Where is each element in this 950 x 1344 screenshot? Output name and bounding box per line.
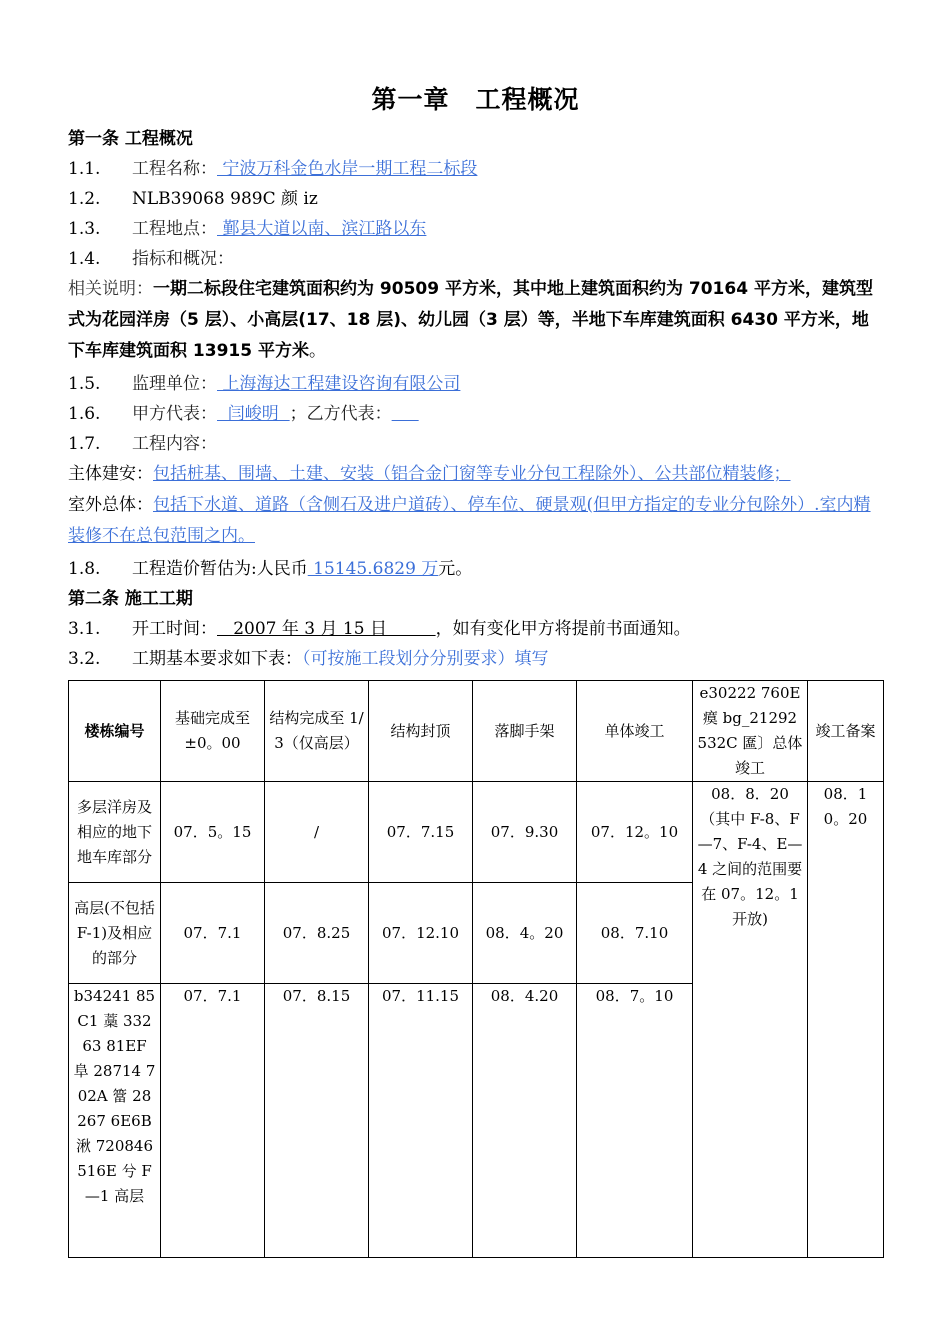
section-heading-schedule: 第二条 施工工期 bbox=[68, 589, 193, 609]
header-structure-third: 结构完成至 1/3（仅高层） bbox=[265, 681, 369, 782]
record-cell: 08．10。20 bbox=[808, 782, 884, 1258]
party-b-rep-value[interactable] bbox=[392, 404, 419, 424]
header-foundation: 基础完成至±0。00 bbox=[161, 681, 265, 782]
project-name-value[interactable]: 宁波万科金色水岸一期工程二标段 bbox=[217, 159, 478, 179]
section-heading-overview: 第一条 工程概况 bbox=[68, 129, 193, 149]
header-scaffold-removal: 落脚手架 bbox=[473, 681, 577, 782]
main-scope: 主体建安：包括桩基、围墙、土建、安装（铝合金门窗等专业分包工程除外）、公共部位精装修； bbox=[68, 464, 791, 484]
item-schedule-req: 3.2. 工期基本要求如下表：（可按施工段划分分别要求）填写 bbox=[68, 649, 549, 669]
document-page bbox=[68, 80, 883, 1258]
table-row: 高层(不包括 F-1)及相应的部分 07．7.1 07．8.25 07．12.10 08．4。20 08．7.10 bbox=[69, 883, 884, 984]
chapter-title: 第一章 工程概况 bbox=[371, 85, 580, 114]
item-content: 1.7. 工程内容： bbox=[68, 434, 217, 454]
start-date-value[interactable]: 2007 年 3 月 15 日 bbox=[217, 619, 436, 639]
item-supervisor: 1.5. 监理单位： 上海海达工程建设咨询有限公司 bbox=[68, 374, 461, 394]
item-start-date: 3.1. 开工时间： 2007 年 3 月 15 日 ，如有变化甲方将提前书面通知。 bbox=[68, 619, 691, 639]
item-code: 1.2. NLB39068 989C 颜 iz bbox=[68, 189, 318, 209]
item-indicators: 1.4. 指标和概况： bbox=[68, 249, 234, 269]
header-overall-completion: e30222 760E 瘼 bg_21292 532C 匲〕总体竣工 bbox=[693, 681, 808, 782]
header-topping-out: 结构封顶 bbox=[369, 681, 473, 782]
header-record: 竣工备案 bbox=[808, 681, 884, 782]
cost-value[interactable]: 15145.6829 万 bbox=[307, 559, 439, 579]
overall-completion-cell: 08．8．20（其中 F-8、F—7、F-4、E—4 之间的范围要在 07。12。1 开放) bbox=[693, 782, 808, 1258]
table-row: 多层洋房及相应的地下地车库部分 07．5。15 / 07．7.15 07．9.30 07．12。10 08．8．20（其中 F-8、F—7、F-4、E—4 之间的范围要在 07。12。1 开放) 08．10。20 bbox=[69, 782, 884, 883]
header-building-no: 楼栋编号 bbox=[69, 681, 161, 782]
supervisor-value[interactable]: 上海海达工程建设咨询有限公司 bbox=[217, 374, 461, 394]
table-row: b34241 85C1 藁 33263 81EF 阜 28714 702A 簹 28267 6E6B 湫 720846 516E 兮 F—1 高层 07．7.1 07．8.15 07．11.15 08．4.20 08．7。10 bbox=[69, 984, 884, 1258]
party-a-rep-value[interactable]: 闫峻明 bbox=[217, 404, 290, 424]
description-paragraph: 相关说明：一期二标段住宅建筑面积约为 90509 平方米，其中地上建筑面积约为 70164 平方米，建筑型式为花园洋房（5 层）、小高层(17、18 层)、幼儿园（3 层）等，半地下车库建筑面积 6430 平方米，地下车库建筑面积 13915 平方米。 bbox=[68, 279, 873, 361]
item-cost: 1.8. 工程造价暂估为:人民币 15145.6829 万元。 bbox=[68, 559, 473, 579]
header-unit-completion: 单体竣工 bbox=[577, 681, 693, 782]
schedule-table bbox=[68, 680, 884, 1258]
outdoor-scope: 室外总体：包括下水道、道路（含侧石及进户道砖）、停车位、硬景观(但甲方指定的专业分包除外）.室内精装修不在总包范围之内。 bbox=[68, 495, 871, 546]
item-representatives: 1.6. 甲方代表： 闫峻明 ；乙方代表： bbox=[68, 399, 883, 429]
project-location-value[interactable]: 鄞县大道以南、滨江路以东 bbox=[217, 219, 427, 239]
table-header-row bbox=[69, 681, 884, 782]
item-project-location: 1.3. 工程地点： 鄞县大道以南、滨江路以东 bbox=[68, 219, 427, 239]
item-project-name: 1.1. 工程名称： 宁波万科金色水岸一期工程二标段 bbox=[68, 159, 478, 179]
